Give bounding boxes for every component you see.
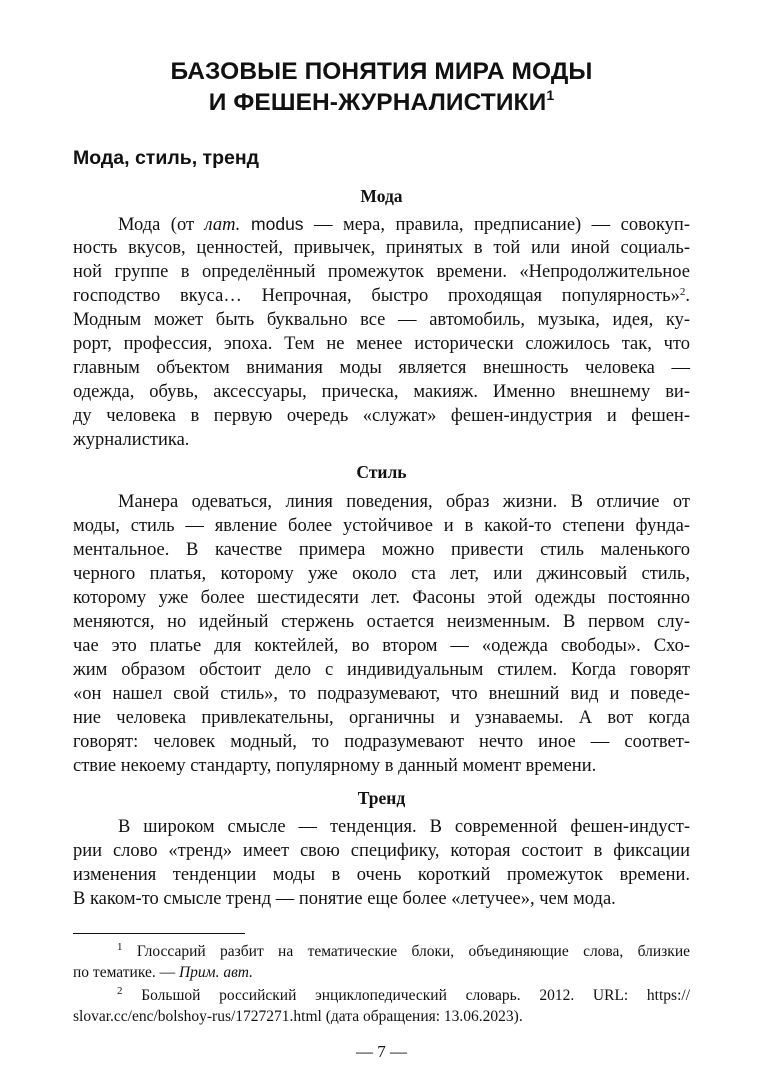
- footnote-line: [73, 962, 690, 983]
- text-line: одежда, обувь, аксессуары, прическа, макияж. Именно внешнему ви-: [73, 382, 690, 402]
- text-line: [73, 212, 690, 236]
- text-line: жим образом обстоит дело с индивидуальным стилем. Когда говорят: [73, 660, 690, 680]
- paragraph-trend: [73, 815, 690, 911]
- text-line: главным объектом внимания моды является внешность человека —: [73, 358, 690, 378]
- text-line: В каком-то смысле тренд — понятие еще более «летучее», чем мода.: [73, 889, 616, 909]
- footnote-text: Большой российский энциклопедический словарь. 2012. URL: https://: [122, 987, 690, 1004]
- footnote-text: по тематике. —: [73, 964, 179, 981]
- page-number: — 7 —: [356, 1042, 407, 1061]
- text-line: черного платья, которому уже около ста лет, или джинсовый стиль,: [73, 564, 690, 584]
- paragraph-style: [73, 490, 690, 778]
- footnote-divider: [73, 933, 245, 934]
- section-title: Мода, стиль, тренд: [73, 147, 260, 169]
- text-line: ность вкусов, ценностей, привычек, принятых в той или иной социаль-: [73, 238, 690, 258]
- footnote-line[interactable]: slovar.cc/enc/bolshoy-rus/1727271.html (дата обращения: 13.06.2023).: [73, 1008, 523, 1025]
- text-line: ду человека в первую очередь «служат» фешен-индустрия и фешен-: [73, 406, 690, 426]
- text-line: «он нашел свой стиль», то подразумевают, что внешний вид и поведе-: [73, 684, 690, 704]
- footnote-text: Глоссарий разбит на тематические блоки, объединяющие слова, близкие: [122, 943, 690, 960]
- footnote-mark-2: 2: [117, 985, 123, 997]
- text-line: изменения тенденции моды в очень короткий промежуток времени.: [73, 865, 690, 885]
- chapter-title: [60, 56, 703, 121]
- text-fragment: — мера, правила, предписание) — совокуп-: [303, 215, 690, 235]
- text-line: рорт, профессия, эпоха. Тем не менее исторически сложилось так, что: [73, 334, 690, 354]
- text-line: журналистика.: [73, 430, 190, 450]
- text-line: ние человека привлекательны, органичны и узнаваемы. А вот когда: [73, 708, 690, 728]
- text-line: меняются, но идейный стержень остается неизменным. В первом слу-: [73, 612, 690, 632]
- text-fragment: .: [685, 286, 690, 306]
- text-line: В широком смысле — тенденция. В современной фешен-индуст-: [118, 817, 690, 837]
- paragraph-moda: [73, 212, 690, 452]
- footnote-line: [73, 985, 690, 1006]
- italic-text: лат.: [204, 215, 241, 235]
- footnote-mark-1: 1: [117, 941, 123, 953]
- subheading-style: Стиль: [356, 462, 407, 482]
- chapter-title-line-2-text: И ФЕШЕН-ЖУРНАЛИСТИКИ: [208, 89, 547, 116]
- footnote-line: [73, 941, 690, 962]
- text-line: моды, стиль — явление более устойчивое и в какой-то степени фунда-: [73, 516, 690, 536]
- italic-text: Прим. авт.: [178, 964, 254, 981]
- text-line: [73, 284, 690, 308]
- chapter-title-line-1: БАЗОВЫЕ ПОНЯТИЯ МИРА МОДЫ: [170, 58, 593, 85]
- text-line: ной группе в определённый промежуток времени. «Непродолжительное: [73, 262, 690, 282]
- footnote-ref-1[interactable]: 1: [546, 87, 555, 103]
- footnote-2: [73, 985, 690, 1027]
- chapter-title-line-2: [60, 87, 703, 121]
- text-line: Манера одеваться, линия поведения, образ жизни. В отличие от: [118, 492, 690, 512]
- latin-term: modus: [240, 214, 304, 234]
- text-line: ствие некоему стандарту, популярному в данный момент времени.: [73, 756, 597, 776]
- text-fragment: господство вкуса… Непрочная, быстро проходящая популярность»: [73, 286, 680, 306]
- subheading-trend: Тренд: [357, 788, 406, 808]
- text-line: рии слово «тренд» имеет свою специфику, которая состоит в фиксации: [73, 841, 690, 861]
- footnote-ref-2[interactable]: 2: [679, 286, 686, 298]
- text-line: говорят: человек модный, то подразумевают нечто иное — соответ-: [73, 732, 690, 752]
- subheading-moda: Мода: [360, 186, 403, 206]
- text-line: Модным может быть буквально все — автомобиль, музыка, идея, ку-: [73, 310, 690, 330]
- footnote-1: [73, 941, 690, 983]
- text-line: чае это платье для коктейлей, во втором — «одежда свободы». Схо-: [73, 636, 690, 656]
- text-fragment: Мода (от: [118, 215, 205, 235]
- text-line: ментальное. В качестве примера можно привести стиль маленького: [73, 540, 690, 560]
- text-line: которому уже более шестидесяти лет. Фасоны этой одежды постоянно: [73, 588, 690, 608]
